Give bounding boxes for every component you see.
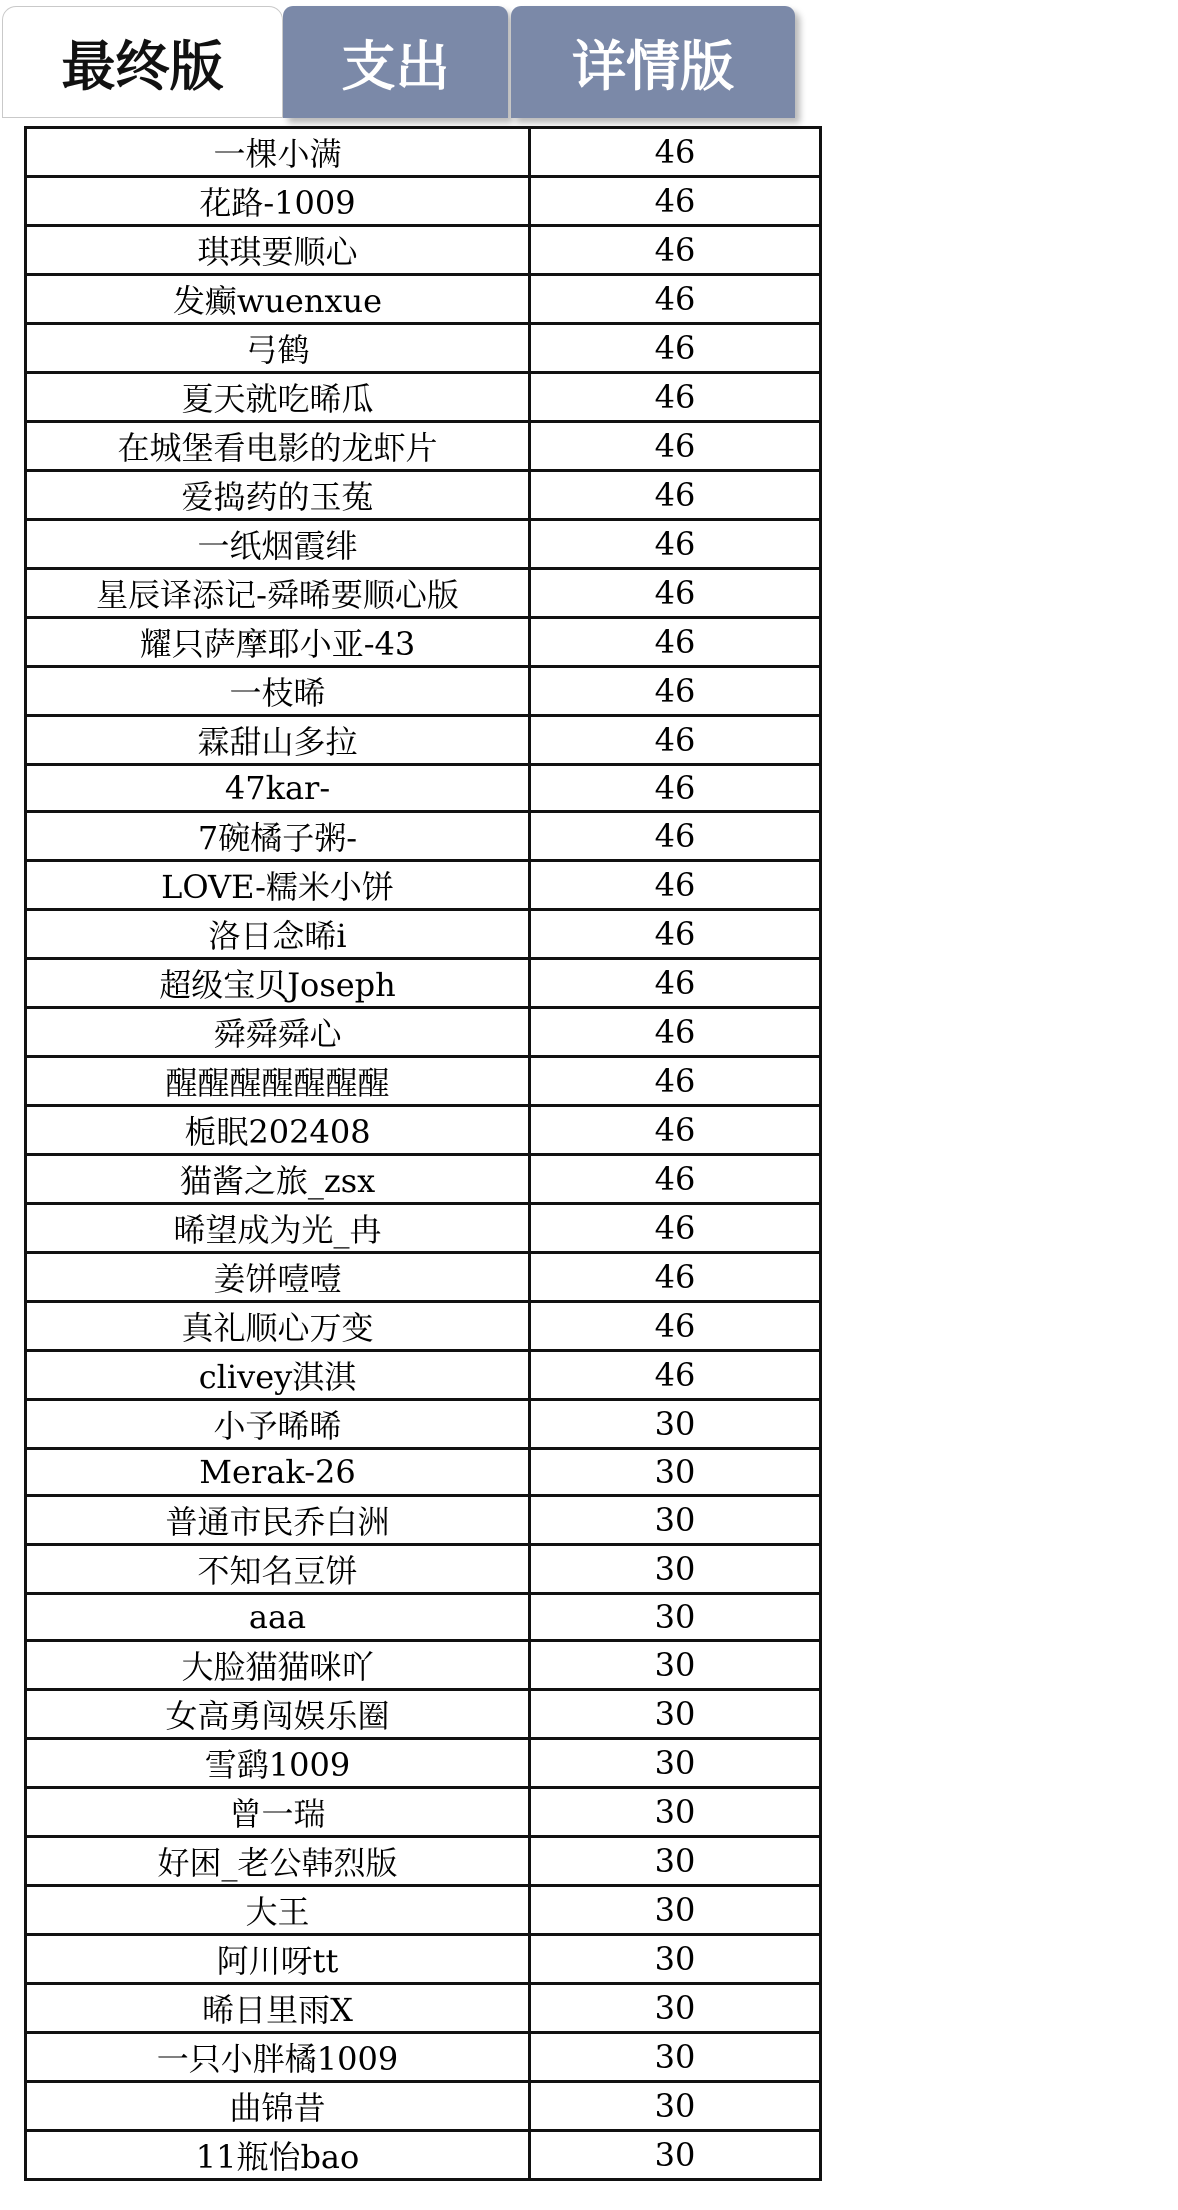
amount-cell[interactable]: 30 [530,1496,821,1545]
table-row [26,1984,821,2033]
table-row [26,1302,821,1351]
name-cell[interactable]: 一枝晞 [26,667,530,716]
amount-cell[interactable]: 30 [530,1545,821,1594]
amount-cell[interactable]: 46 [530,618,821,667]
amount-cell[interactable]: 46 [530,471,821,520]
name-cell[interactable]: 真礼顺心万变 [26,1302,530,1351]
table-row [26,2131,821,2180]
name-cell[interactable]: 曾一瑞 [26,1788,530,1837]
table-row [26,1739,821,1788]
table-row [26,910,821,959]
name-cell[interactable]: 女高勇闯娱乐圈 [26,1690,530,1739]
table-row [26,1886,821,1935]
table-row [26,2082,821,2131]
table-row [26,667,821,716]
name-cell[interactable]: aaa [26,1594,530,1641]
amount-cell[interactable]: 46 [530,177,821,226]
name-cell[interactable]: clivey淇淇 [26,1351,530,1400]
table-row [26,1106,821,1155]
amount-cell[interactable]: 46 [530,1057,821,1106]
amount-cell[interactable]: 30 [530,1449,821,1496]
amount-cell[interactable]: 46 [530,373,821,422]
amount-cell[interactable]: 30 [530,1739,821,1788]
table-row [26,1935,821,1984]
name-cell[interactable]: 栀眠202408 [26,1106,530,1155]
table-row [26,1351,821,1400]
table-row [26,373,821,422]
amount-cell[interactable]: 30 [530,2033,821,2082]
table-row [26,1155,821,1204]
name-cell[interactable]: 一纸烟霞绯 [26,520,530,569]
name-cell[interactable]: 大脸猫猫咪吖 [26,1641,530,1690]
amount-cell[interactable]: 46 [530,520,821,569]
amount-cell[interactable]: 30 [530,1984,821,2033]
table-row [26,1788,821,1837]
amount-cell[interactable]: 46 [530,275,821,324]
table-row [26,1690,821,1739]
name-cell[interactable]: 弓鹤 [26,324,530,373]
name-cell[interactable]: 小予晞晞 [26,1400,530,1449]
name-cell[interactable]: 雪鹞1009 [26,1739,530,1788]
amount-cell[interactable]: 46 [530,1155,821,1204]
name-cell[interactable]: 花路-1009 [26,177,530,226]
name-cell[interactable]: 一只小胖橘1009 [26,2033,530,2082]
table-row [26,2033,821,2082]
table-row [26,861,821,910]
name-cell[interactable]: 普通市民乔白洲 [26,1496,530,1545]
table-row [26,520,821,569]
table-row [26,812,821,861]
name-cell[interactable]: 超级宝贝Joseph [26,959,530,1008]
name-cell[interactable]: 曲锦昔 [26,2082,530,2131]
table-row [26,959,821,1008]
amount-cell[interactable]: 46 [530,569,821,618]
amount-cell[interactable]: 46 [530,128,821,177]
amount-cell[interactable]: 46 [530,226,821,275]
name-cell[interactable]: 大王 [26,1886,530,1935]
amount-cell[interactable]: 46 [530,1253,821,1302]
name-cell[interactable]: 发癫wuenxue [26,275,530,324]
name-cell[interactable]: 7碗橘子粥- [26,812,530,861]
table-row [26,1204,821,1253]
table-row [26,618,821,667]
name-cell[interactable]: 11瓶怡bao [26,2131,530,2180]
amount-cell[interactable]: 30 [530,1886,821,1935]
amount-cell[interactable]: 46 [530,324,821,373]
amount-cell[interactable]: 46 [530,422,821,471]
tab-detail-version[interactable]: 详情版 [511,6,795,118]
amount-cell[interactable]: 30 [530,1641,821,1690]
table-row [26,716,821,765]
name-cell[interactable]: 在城堡看电影的龙虾片 [26,422,530,471]
table-row [26,422,821,471]
name-cell[interactable]: 猫酱之旅_zsx [26,1155,530,1204]
amount-cell[interactable]: 46 [530,959,821,1008]
tab-final-version[interactable]: 最终版 [2,6,283,118]
amount-cell[interactable]: 46 [530,1302,821,1351]
amount-cell[interactable]: 30 [530,1788,821,1837]
name-cell[interactable]: 洛日念晞i [26,910,530,959]
table-row [26,1641,821,1690]
amount-cell[interactable]: 46 [530,812,821,861]
name-cell[interactable]: 一棵小满 [26,128,530,177]
name-cell[interactable]: 琪琪要顺心 [26,226,530,275]
amount-cell[interactable]: 46 [530,1204,821,1253]
amount-cell[interactable]: 30 [530,1935,821,1984]
name-cell[interactable]: 夏天就吃晞瓜 [26,373,530,422]
name-cell[interactable]: 醒醒醒醒醒醒醒 [26,1057,530,1106]
amount-cell[interactable]: 46 [530,667,821,716]
name-cell[interactable]: 耀只萨摩耶小亚-43 [26,618,530,667]
table-row [26,1496,821,1545]
amount-cell[interactable]: 30 [530,1594,821,1641]
table-row [26,177,821,226]
amount-cell[interactable]: 46 [530,1351,821,1400]
table-row [26,765,821,812]
amount-cell[interactable]: 46 [530,910,821,959]
tab-expenses[interactable]: 支出 [283,6,508,118]
name-cell[interactable]: 舜舜舜心 [26,1008,530,1057]
table-row [26,1008,821,1057]
table-row [26,1400,821,1449]
name-cell[interactable]: 霖甜山多拉 [26,716,530,765]
name-cell[interactable]: 姜饼噎噎 [26,1253,530,1302]
table-row [26,1057,821,1106]
amount-cell[interactable]: 46 [530,861,821,910]
table-row [26,1545,821,1594]
table-row [26,1837,821,1886]
name-cell[interactable]: 不知名豆饼 [26,1545,530,1594]
table-row [26,471,821,520]
data-table [24,126,822,2181]
amount-cell[interactable]: 30 [530,1690,821,1739]
table-row [26,226,821,275]
name-cell[interactable]: 47kar- [26,765,530,812]
amount-cell[interactable]: 46 [530,765,821,812]
table-row [26,569,821,618]
name-cell[interactable]: 晞望成为光_冉 [26,1204,530,1253]
amount-cell[interactable]: 46 [530,1008,821,1057]
table-row [26,1253,821,1302]
name-cell[interactable]: Merak-26 [26,1449,530,1496]
amount-cell[interactable]: 30 [530,2082,821,2131]
amount-cell[interactable]: 30 [530,1837,821,1886]
amount-cell[interactable]: 46 [530,716,821,765]
name-cell[interactable]: 爱捣药的玉菟 [26,471,530,520]
table-row [26,275,821,324]
table-body [26,128,821,2180]
amount-cell[interactable]: 46 [530,1106,821,1155]
name-cell[interactable]: 晞日里雨X [26,1984,530,2033]
name-cell[interactable]: 好困_老公韩烈版 [26,1837,530,1886]
table-row [26,1594,821,1641]
table-row [26,1449,821,1496]
sheet-tab-bar [0,0,800,124]
name-cell[interactable]: 星辰译添记-舜晞要顺心版 [26,569,530,618]
name-cell[interactable]: 阿川呀tt [26,1935,530,1984]
name-cell[interactable]: LOVE-糯米小饼 [26,861,530,910]
amount-cell[interactable]: 30 [530,1400,821,1449]
table-row [26,324,821,373]
table-row [26,128,821,177]
amount-cell[interactable]: 30 [530,2131,821,2180]
